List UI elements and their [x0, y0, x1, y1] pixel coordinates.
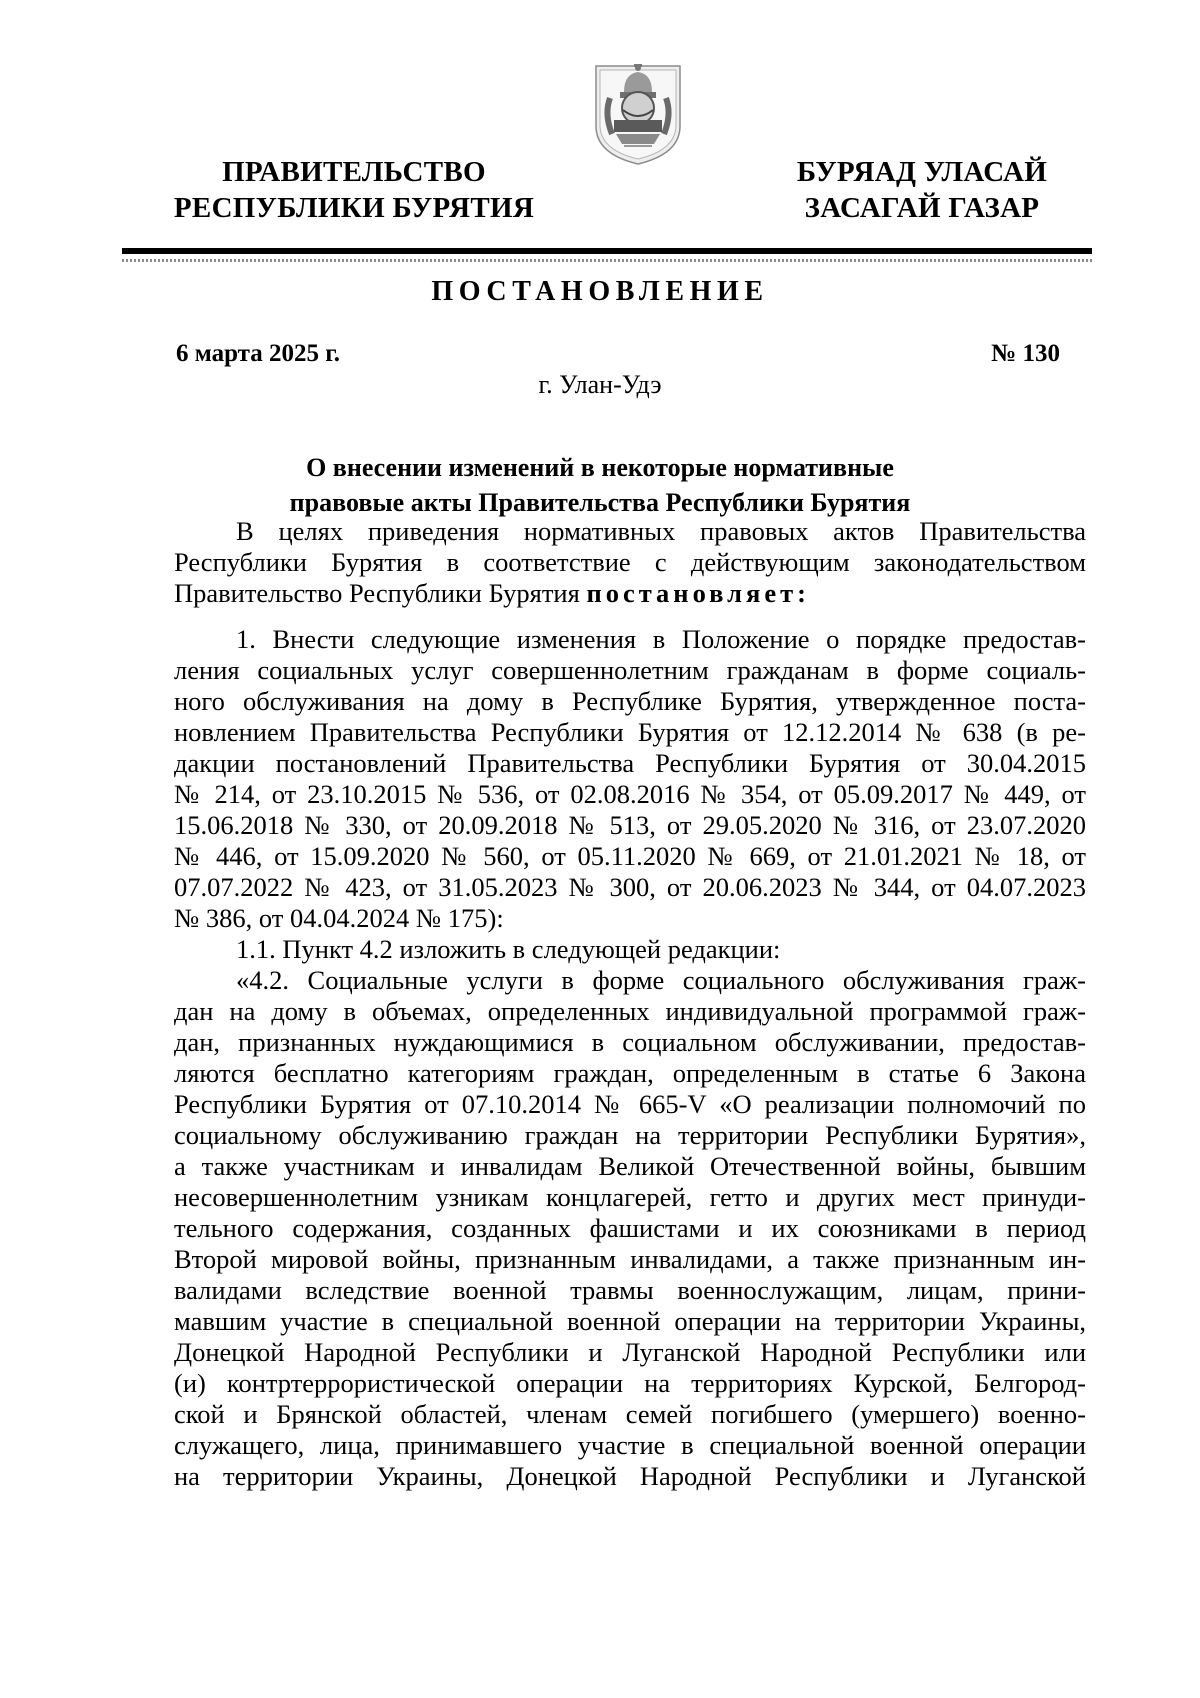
- header-divider-thin: [122, 259, 1092, 262]
- government-name-bua-line1: БУРЯАД УЛАСАЙ: [796, 156, 1048, 188]
- republic-of-buryatia-coat-of-arms-icon: [590, 52, 686, 166]
- paragraph-line: 07.07.2022 № 423, от 31.05.2023 № 300, от 20.06.2023 № 344, от 04.07.2023: [174, 872, 1086, 902]
- paragraph-line: дан, признанных нуждающимися в социальном обслуживании, предостав-: [174, 1027, 1086, 1057]
- document-date: 6 марта 2025 г.: [176, 340, 341, 367]
- paragraph-line: Второй мировой войны, признанным инвалидами, а также признанным ин-: [174, 1244, 1086, 1274]
- preamble-line: Республики Бурятия в соответствие с действующим законодательством: [174, 547, 1086, 577]
- paragraph-line: несовершеннолетним узникам концлагерей, гетто и других мест принуди-: [174, 1182, 1086, 1212]
- document-city: г. Улан-Удэ: [538, 370, 662, 399]
- preamble-line-text: Правительство Республики Бурятия: [174, 578, 587, 608]
- header-divider-thick: [122, 248, 1092, 254]
- paragraph-line: социальному обслуживанию граждан на территории Республики Бурятия»,: [174, 1120, 1086, 1150]
- document-title-line2: правовые акты Правительства Республики Бурятия: [289, 488, 911, 517]
- paragraph-line: мавшим участие в специальной военной операции на территории Украины,: [174, 1306, 1086, 1336]
- paragraph-line: 15.06.2018 № 330, от 20.09.2018 № 513, от 29.05.2020 № 316, от 23.07.2020: [174, 810, 1086, 840]
- paragraph-line: дакции постановлений Правительства Республики Бурятия от 30.04.2015: [174, 748, 1086, 778]
- paragraph-line: тельного содержания, созданных фашистами и их союзниками в период: [174, 1213, 1086, 1243]
- paragraph-1-1: 1.1. Пункт 4.2 изложить в следующей редакции:: [236, 934, 781, 964]
- paragraph-line: дан на дому в объемах, определенных индивидуальной программой граж-: [174, 996, 1086, 1026]
- paragraph-line: а также участникам и инвалидам Великой Отечественной войны, бывшим: [174, 1151, 1086, 1181]
- government-name-ru-line1: ПРАВИТЕЛЬСТВО: [222, 156, 486, 188]
- paragraph-line: ской и Брянской областей, членам семей погибшего (умершего) военно-: [174, 1399, 1086, 1429]
- preamble: [174, 516, 1086, 609]
- paragraph-line: (и) контртеррористической операции на территориях Курской, Белгород-: [174, 1368, 1086, 1398]
- paragraph-line: № 386, от 04.04.2024 № 175):: [174, 903, 504, 933]
- paragraph-line: на территории Украины, Донецкой Народной Республики и Луганской: [174, 1461, 1086, 1491]
- paragraph-line: новлением Правительства Республики Бурятия от 12.12.2014 № 638 (в ре-: [174, 717, 1086, 747]
- preamble-resolves: постановляет:: [586, 578, 810, 608]
- paragraph-line: Республики Бурятия от 07.10.2014 № 665-V «О реализации полномочий по: [174, 1089, 1086, 1119]
- preamble-line: В целях приведения нормативных правовых актов Правительства: [236, 516, 1086, 546]
- paragraph-line: ного обслуживания на дому в Республике Бурятия, утвержденное поста-: [174, 686, 1086, 716]
- document-type: ПОСТАНОВЛЕНИЕ: [431, 276, 769, 307]
- paragraph-line: Донецкой Народной Республики и Луганской Народной Республики или: [174, 1337, 1086, 1367]
- preamble-line: [174, 578, 1086, 609]
- paragraph-line: ления социальных услуг совершеннолетним гражданам в форме социаль-: [174, 655, 1086, 685]
- paragraph-line: служащего, лица, принимавшего участие в специальной военной операции: [174, 1430, 1086, 1460]
- paragraph-line: № 446, от 15.09.2020 № 560, от 05.11.2020 № 669, от 21.01.2021 № 18, от: [174, 841, 1086, 871]
- paragraph-line: 1. Внести следующие изменения в Положение о порядке предостав-: [236, 624, 1086, 654]
- paragraph-line: «4.2. Социальные услуги в форме социального обслуживания граж-: [236, 965, 1086, 995]
- paragraph-line: № 214, от 23.10.2015 № 536, от 02.08.2016 № 354, от 05.09.2017 № 449, от: [174, 779, 1086, 809]
- document-number: № 130: [991, 340, 1060, 367]
- document-title-line1: О внесении изменений в некоторые нормативные: [306, 453, 894, 482]
- paragraph-1: [174, 624, 1086, 1492]
- government-name-ru: [154, 154, 554, 226]
- government-name-bua: [722, 154, 1122, 226]
- paragraph-line: валидами вследствие военной травмы военнослужащим, лицам, прини-: [174, 1275, 1086, 1305]
- government-name-ru-line2: РЕСПУБЛИКИ БУРЯТИЯ: [173, 192, 535, 224]
- paragraph-line: ляются бесплатно категориям граждан, определенным в статье 6 Закона: [174, 1058, 1086, 1088]
- coat-of-arms-emblem: [590, 52, 686, 166]
- government-name-bua-line2: ЗАСАГАЙ ГАЗАР: [804, 192, 1040, 224]
- document-title: [0, 450, 1200, 520]
